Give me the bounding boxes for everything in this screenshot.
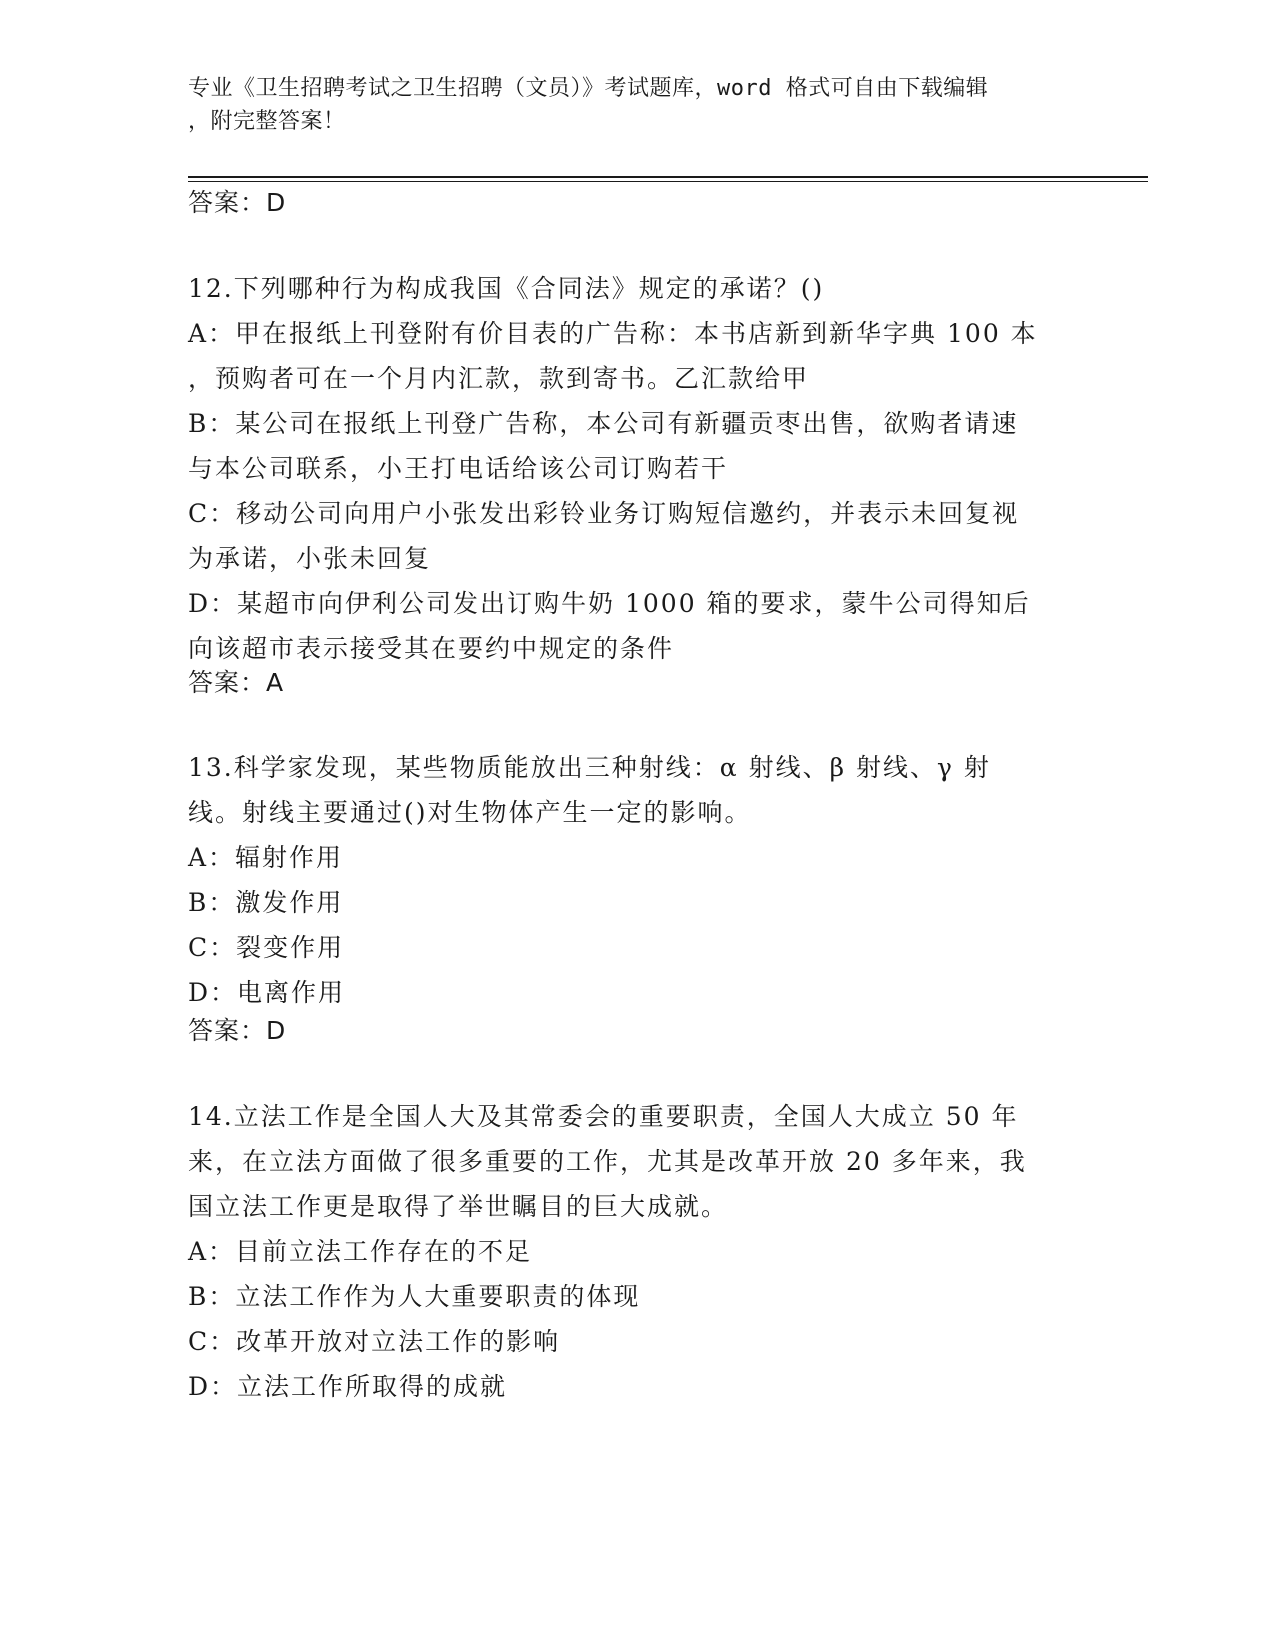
- option-a: A：辐射作用: [188, 843, 344, 872]
- option-b-line-2: 与本公司联系，小王打电话给该公司订购若干: [188, 454, 729, 483]
- answer-q11: 答案：D: [188, 188, 287, 217]
- question-14: [188, 1094, 1088, 1409]
- question-13: [188, 745, 1088, 1015]
- answer-q13: 答案：D: [188, 1016, 287, 1045]
- option-d: D：电离作用: [188, 978, 346, 1007]
- answer-q12: 答案：A: [188, 668, 285, 697]
- option-c: C：裂变作用: [188, 933, 345, 962]
- option-b: B：激发作用: [188, 888, 344, 917]
- page-header: [188, 72, 1068, 138]
- option-d-line-1: D：某超市向伊利公司发出订购牛奶 1000 箱的要求，蒙牛公司得知后: [188, 589, 1031, 618]
- option-a-line-1: A：甲在报纸上刊登附有价目表的广告称：本书店新到新华字典 100 本: [188, 319, 1038, 348]
- header-line-2: ，附完整答案！: [188, 109, 346, 134]
- header-line-1: 专业《卫生招聘考试之卫生招聘（文员）》考试题库，word 格式可自由下载编辑: [188, 76, 989, 101]
- question-stem-line-2: 线。射线主要通过()对生物体产生一定的影响。: [188, 798, 752, 827]
- option-b: B：立法工作作为人大重要职责的体现: [188, 1282, 641, 1311]
- header-divider: [188, 176, 1148, 182]
- option-d: D：立法工作所取得的成就: [188, 1372, 508, 1401]
- question-12: [188, 266, 1088, 671]
- option-a-line-2: ，预购者可在一个月内汇款，款到寄书。乙汇款给甲: [188, 364, 810, 393]
- option-c-line-1: C：移动公司向用户小张发出彩铃业务订购短信邀约，并表示未回复视: [188, 499, 1020, 528]
- option-c-line-2: 为承诺，小张未回复: [188, 544, 432, 573]
- option-c: C：改革开放对立法工作的影响: [188, 1327, 561, 1356]
- question-stem: 12.下列哪种行为构成我国《合同法》规定的承诺？(): [188, 274, 825, 303]
- question-stem-line-3: 国立法工作更是取得了举世瞩目的巨大成就。: [188, 1192, 729, 1221]
- question-stem-line-1: 14.立法工作是全国人大及其常委会的重要职责，全国人大成立 50 年: [188, 1102, 1019, 1131]
- option-a: A：目前立法工作存在的不足: [188, 1237, 533, 1266]
- option-d-line-2: 向该超市表示接受其在要约中规定的条件: [188, 634, 675, 663]
- question-stem-line-1: 13.科学家发现，某些物质能放出三种射线：α 射线、β 射线、γ 射: [188, 753, 991, 782]
- option-b-line-1: B：某公司在报纸上刊登广告称，本公司有新疆贡枣出售，欲购者请速: [188, 409, 1019, 438]
- question-stem-line-2: 来，在立法方面做了很多重要的工作，尤其是改革开放 20 多年来，我: [188, 1147, 1027, 1176]
